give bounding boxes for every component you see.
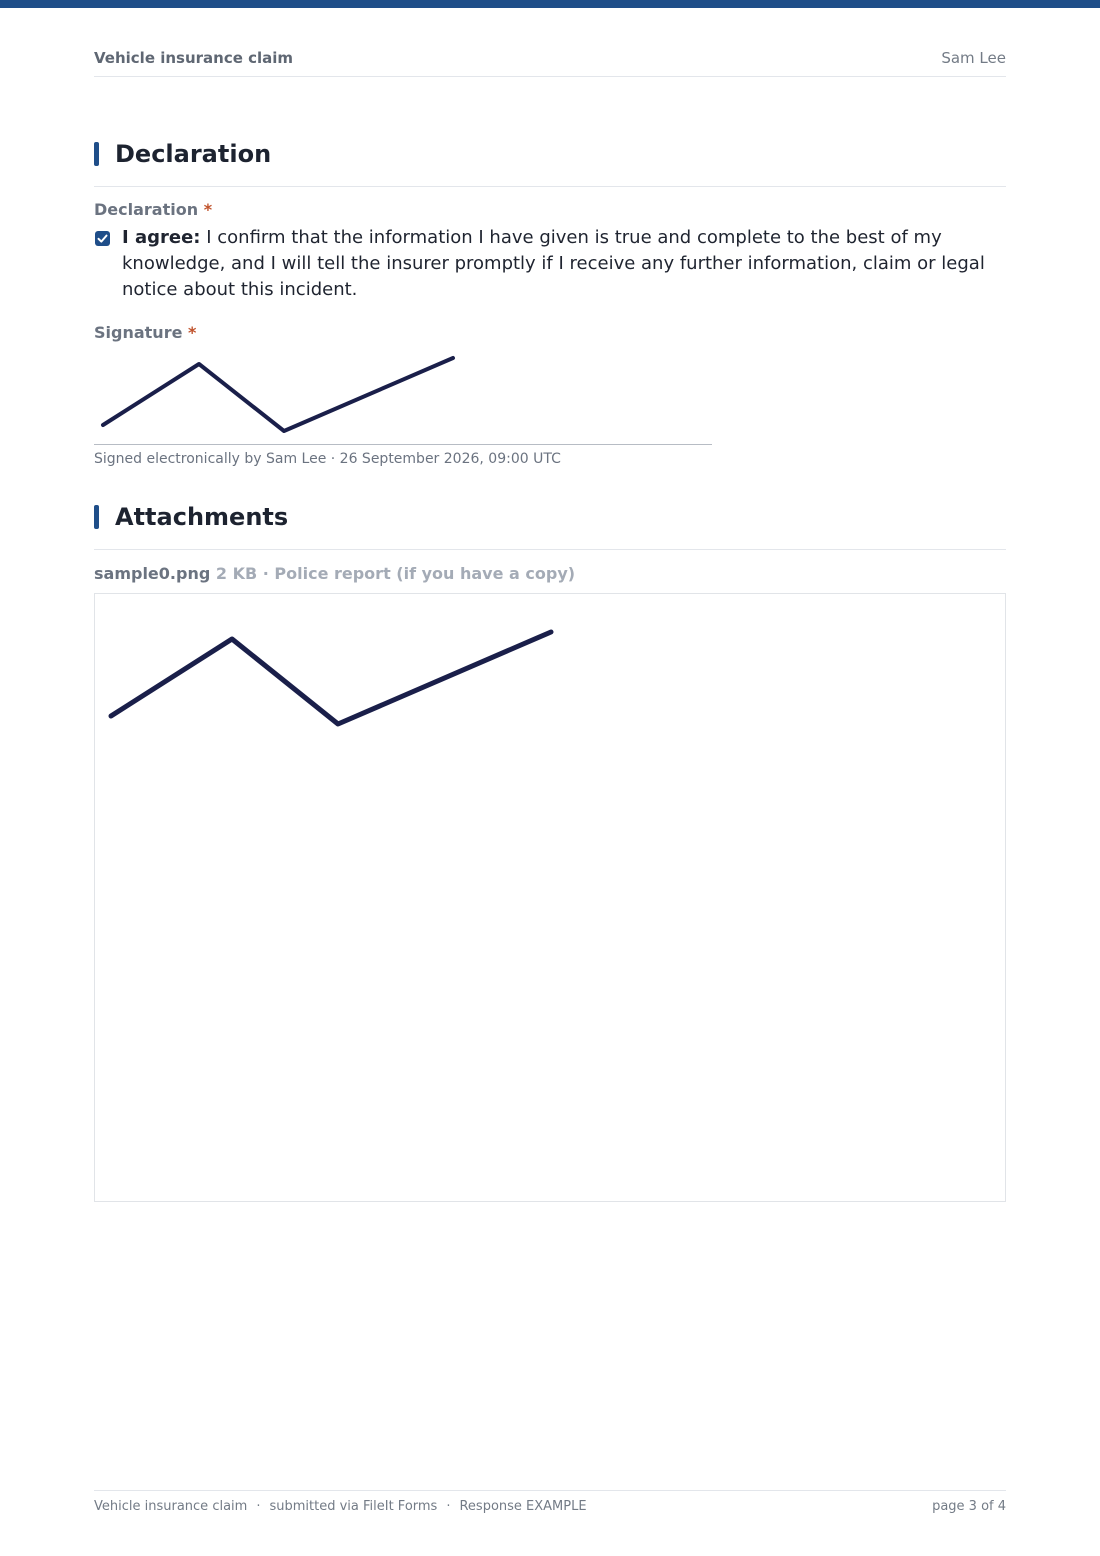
signature-field-label [94, 322, 196, 344]
top-accent-bar [0, 0, 1100, 8]
section-title: Attachments [115, 503, 289, 531]
user-name: Sam Lee [941, 49, 1006, 67]
section-accent-bar [94, 505, 99, 529]
required-marker: * [188, 323, 197, 342]
form-title: Vehicle insurance claim [94, 49, 294, 67]
footer-form-title: Vehicle insurance claim [94, 1499, 248, 1514]
signature-caption: Signed electronically by Sam Lee · 26 September 2026, 09:00 UTC [94, 451, 561, 467]
declaration-field-label [94, 199, 212, 221]
attachment-image [95, 594, 1005, 1201]
declaration-text: I confirm that the information I have given is true and complete to the best of my knowledge, and I will tell the insurer promptly if I receive any further information, claim or legal notice about this incident. [122, 227, 985, 300]
footer-info [94, 1499, 587, 1514]
footer-submitted-via: submitted via FileIt Forms [269, 1499, 438, 1514]
footer-separator: · [256, 1499, 261, 1514]
page-number: page 3 of 4 [932, 1499, 1006, 1514]
attachment-preview[interactable] [94, 593, 1006, 1202]
required-marker: * [203, 200, 213, 219]
checkbox-checked-icon [95, 231, 110, 246]
attachment-caption [94, 563, 575, 585]
page-footer [94, 1490, 1006, 1521]
signature-drawing [94, 350, 464, 440]
section-accent-bar [94, 142, 99, 166]
section-heading-declaration [94, 142, 1006, 187]
declaration-statement [122, 225, 992, 303]
attachment-meta: 2 KB · Police report (if you have a copy) [215, 564, 576, 583]
field-label-text: Signature [94, 323, 183, 342]
attachment-filename[interactable]: sample0.png [94, 564, 211, 583]
declaration-checkbox[interactable] [95, 231, 110, 246]
signature-baseline [94, 444, 712, 445]
footer-response: Response EXAMPLE [459, 1499, 587, 1514]
page-header [94, 48, 1006, 77]
section-heading-attachments [94, 505, 1006, 550]
footer-separator: · [446, 1499, 451, 1514]
field-label-text: Declaration [94, 200, 199, 219]
section-title: Declaration [115, 140, 272, 168]
agree-label: I agree: [122, 227, 201, 248]
